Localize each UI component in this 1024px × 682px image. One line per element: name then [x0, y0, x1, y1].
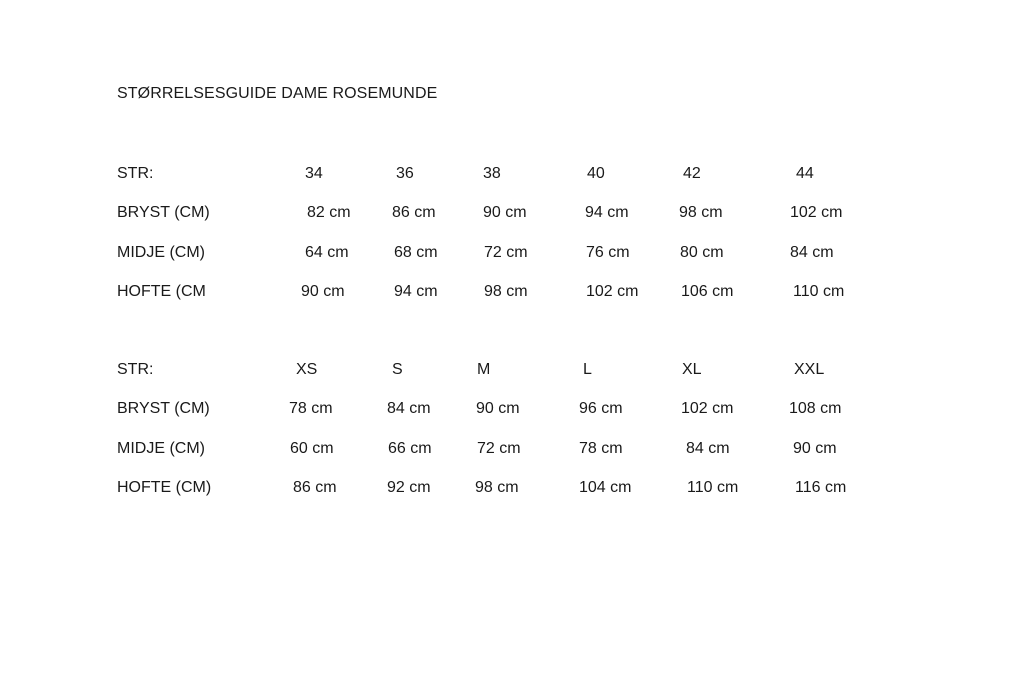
measurement-cell: 64 cm — [305, 244, 349, 261]
measurement-cell: 78 cm — [289, 400, 333, 417]
size-header-row — [0, 358, 1024, 382]
size-cell: 34 — [305, 165, 323, 182]
measurement-cell: 96 cm — [579, 400, 623, 417]
measurement-cell: 78 cm — [579, 440, 623, 457]
measurement-cell: 98 cm — [475, 479, 519, 496]
measurement-cell: 102 cm — [681, 400, 734, 417]
measurement-cell: 72 cm — [484, 244, 528, 261]
size-cell: L — [583, 361, 592, 378]
size-cell: S — [392, 361, 403, 378]
measurement-cell: 108 cm — [789, 400, 842, 417]
size-cell: 40 — [587, 165, 605, 182]
size-cell: XXL — [794, 361, 825, 378]
measurement-cell: 102 cm — [790, 204, 843, 221]
row-label: STR: — [117, 165, 154, 182]
measurement-cell: 84 cm — [387, 400, 431, 417]
measurement-cell: 84 cm — [686, 440, 730, 457]
measurement-row — [0, 241, 1024, 265]
measurement-cell: 60 cm — [290, 440, 334, 457]
size-cell: XL — [682, 361, 702, 378]
measurement-cell: 90 cm — [793, 440, 837, 457]
measurement-cell: 110 cm — [687, 479, 739, 496]
size-cell: 44 — [796, 165, 814, 182]
row-label: HOFTE (CM — [117, 283, 206, 300]
measurement-cell: 84 cm — [790, 244, 834, 261]
measurement-cell: 86 cm — [392, 204, 436, 221]
measurement-cell: 98 cm — [484, 283, 528, 300]
measurement-cell: 86 cm — [293, 479, 337, 496]
measurement-row — [0, 476, 1024, 500]
measurement-cell: 94 cm — [394, 283, 438, 300]
measurement-cell: 82 cm — [307, 204, 351, 221]
measurement-cell: 76 cm — [586, 244, 630, 261]
row-label: STR: — [117, 361, 154, 378]
measurement-row — [0, 280, 1024, 304]
measurement-cell: 98 cm — [679, 204, 723, 221]
measurement-cell: 94 cm — [585, 204, 629, 221]
row-label: BRYST (CM) — [117, 204, 210, 221]
measurement-cell: 90 cm — [476, 400, 520, 417]
measurement-cell: 90 cm — [301, 283, 345, 300]
row-label: MIDJE (CM) — [117, 244, 205, 261]
measurement-cell: 66 cm — [388, 440, 432, 457]
measurement-row — [0, 437, 1024, 461]
measurement-cell: 80 cm — [680, 244, 724, 261]
size-cell: 36 — [396, 165, 414, 182]
row-label: MIDJE (CM) — [117, 440, 205, 457]
size-cell: 42 — [683, 165, 701, 182]
measurement-cell: 72 cm — [477, 440, 521, 457]
measurement-cell: 110 cm — [793, 283, 845, 300]
size-cell: 38 — [483, 165, 501, 182]
measurement-cell: 68 cm — [394, 244, 438, 261]
measurement-cell: 106 cm — [681, 283, 734, 300]
measurement-cell: 104 cm — [579, 479, 632, 496]
measurement-cell: 102 cm — [586, 283, 639, 300]
measurement-cell: 90 cm — [483, 204, 527, 221]
measurement-cell: 116 cm — [795, 479, 847, 496]
measurement-row — [0, 201, 1024, 225]
measurement-row — [0, 397, 1024, 421]
size-cell: M — [477, 361, 491, 378]
measurement-cell: 92 cm — [387, 479, 431, 496]
row-label: HOFTE (CM) — [117, 479, 212, 496]
row-label: BRYST (CM) — [117, 400, 210, 417]
size-header-row — [0, 162, 1024, 186]
page-title: STØRRELSESGUIDE DAME ROSEMUNDE — [117, 85, 438, 102]
size-cell: XS — [296, 361, 318, 378]
